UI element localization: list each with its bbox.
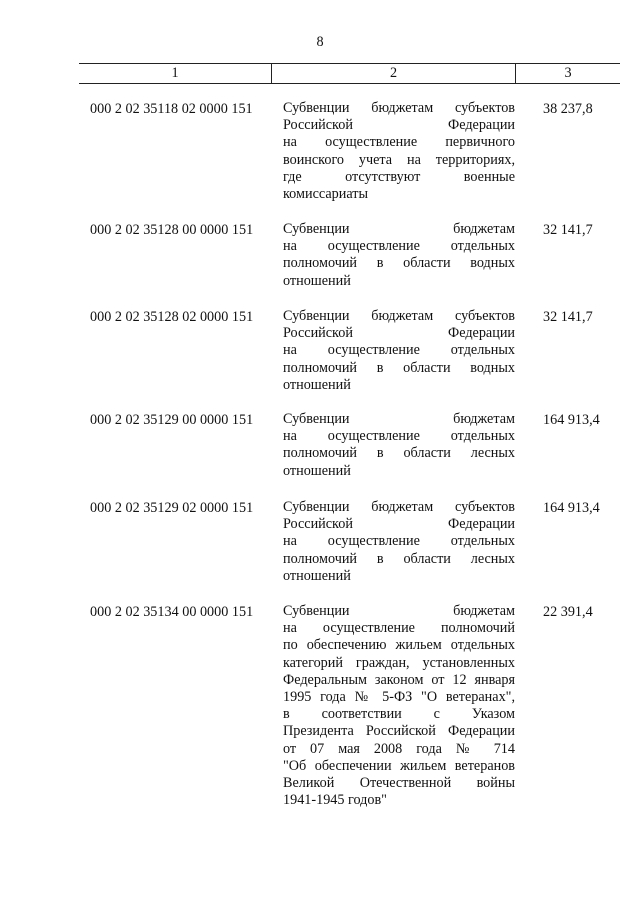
description-line: Субвенции бюджетам [283,411,515,427]
description-line: в соответствии с Указом [283,706,515,723]
budget-code: 000 2 02 35128 02 0000 151 [90,309,254,325]
description-line: на осуществление отдельных [283,342,515,359]
row-description [283,308,515,394]
row-amount: 32 141,7 [543,309,593,325]
description-line: где отсутствуют военные [283,168,515,185]
description-line: Субвенции бюджетам [283,221,515,237]
description-line: полномочий в области водных [283,255,515,272]
header-cell-code: 1 [79,64,272,83]
description-line: на осуществление отдельных [283,428,515,445]
row-description [283,499,515,585]
description-line: воинского учета на территориях, [283,151,515,168]
description-line: Президента Российской Федерации [283,723,515,740]
description-line: 1995 года № 5-ФЗ "О ветеранах", [283,688,515,705]
description-line: Субвенции бюджетам субъектов [283,499,515,515]
description-line: Великой Отечественной войны [283,774,515,791]
description-line: на осуществление отдельных [283,533,515,550]
page-number: 8 [316,34,324,50]
description-line: отношений [283,567,351,584]
row-amount: 164 913,4 [543,500,600,516]
row-amount: 38 237,8 [543,101,593,117]
description-line: комиссариаты [283,185,368,202]
description-line: Субвенции бюджетам субъектов [283,100,515,116]
budget-code: 000 2 02 35118 02 0000 151 [90,101,253,117]
description-line: отношений [283,272,351,289]
description-line: Российской Федерации [283,516,515,533]
description-line: Российской Федерации [283,117,515,134]
budget-code: 000 2 02 35128 00 0000 151 [90,222,254,238]
description-line: полномочий в области лесных [283,550,515,567]
row-amount: 22 391,4 [543,604,593,620]
description-line: "Об обеспечении жильем ветеранов [283,757,515,774]
description-line: на осуществление первичного [283,134,515,151]
description-line: Федеральным законом от 12 января [283,671,515,688]
description-line: отношений [283,376,351,393]
budget-code: 000 2 02 35134 00 0000 151 [90,604,254,620]
description-line: по обеспечению жильем отдельных [283,637,515,654]
row-description [283,411,515,480]
description-line: категорий граждан, установленных [283,654,515,671]
budget-code: 000 2 02 35129 02 0000 151 [90,500,254,516]
description-line: 1941-1945 годов" [283,792,387,809]
table-header [79,63,620,84]
description-line: от 07 мая 2008 года № 714 [283,740,515,757]
budget-code: 000 2 02 35129 00 0000 151 [90,412,254,428]
description-line: на осуществление отдельных [283,238,515,255]
row-amount: 164 913,4 [543,412,600,428]
description-line: полномочий в области водных [283,359,515,376]
description-line: отношений [283,462,351,479]
description-line: Субвенции бюджетам [283,603,515,619]
description-line: на осуществление полномочий [283,620,515,637]
description-line: Российской Федерации [283,325,515,342]
header-cell-amount: 3 [564,65,572,81]
row-description [283,221,515,290]
description-line: Субвенции бюджетам субъектов [283,308,515,324]
row-description [283,603,515,809]
header-cell-description: 2 [272,64,516,83]
row-amount: 32 141,7 [543,222,593,238]
description-line: полномочий в области лесных [283,445,515,462]
row-description [283,100,515,203]
